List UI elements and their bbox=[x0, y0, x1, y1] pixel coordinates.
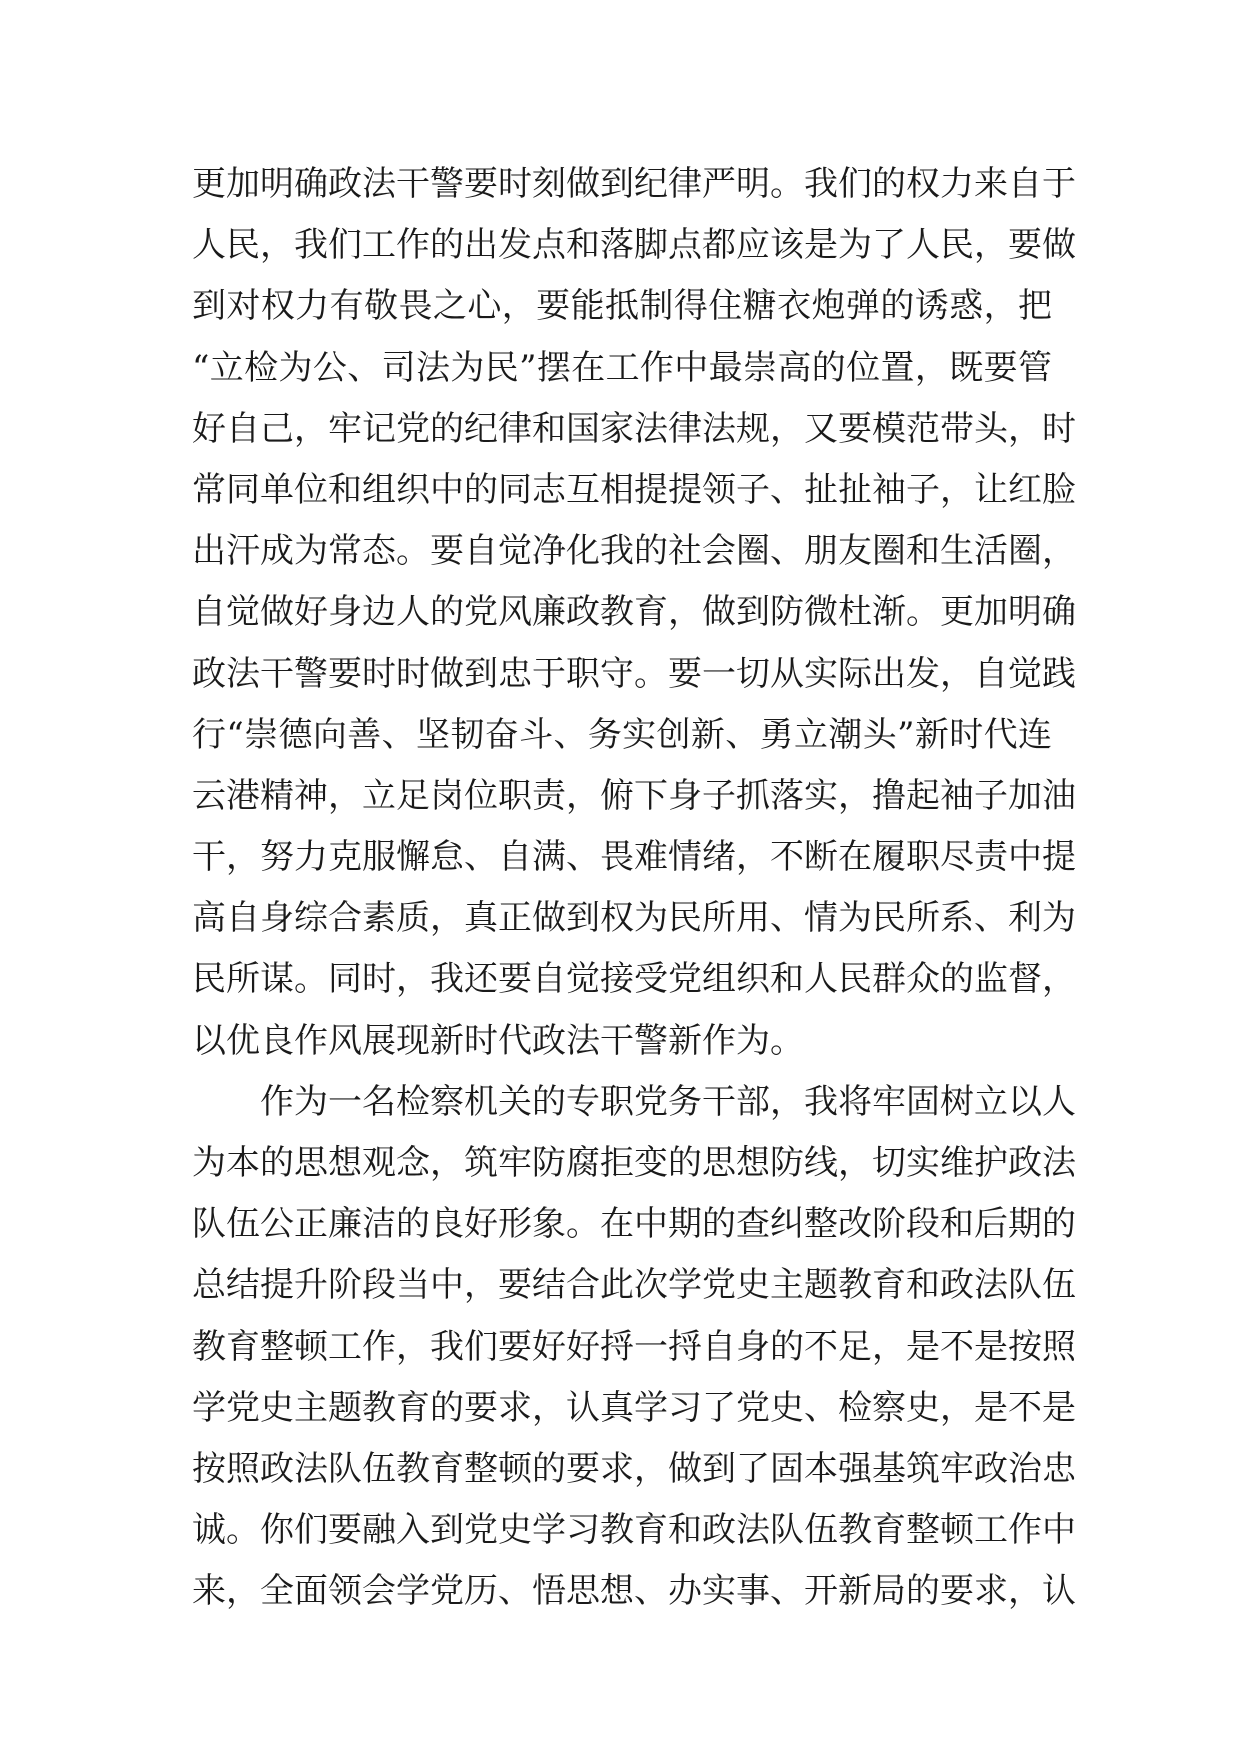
text-line: 云港精神，立足岗位职责，俯下身子抓落实，撸起袖子加油 bbox=[192, 775, 1076, 816]
body-text bbox=[192, 154, 1076, 1623]
text-line: 民所谋。同时，我还要自觉接受党组织和人民群众的监督， bbox=[192, 959, 1076, 1000]
text-line: 学党史主题教育的要求，认真学习了党史、检察史，是不是 bbox=[192, 1387, 1076, 1428]
text-line: 为本的思想观念，筑牢防腐拒变的思想防线，切实维护政法 bbox=[192, 1143, 1076, 1183]
text-line: 好自己，牢记党的纪律和国家法律法规，又要模范带头，时 bbox=[192, 408, 1076, 449]
text-line: 教育整顿工作，我们要好好捋一捋自身的不足，是不是按照 bbox=[192, 1326, 1076, 1367]
text-line: “立检为公、司法为民”摆在工作中最崇高的位置，既要管 bbox=[192, 347, 1052, 388]
text-line: 到对权力有敬畏之心，要能抵制得住糖衣炮弹的诱惑，把 bbox=[192, 286, 1052, 327]
text-line: 总结提升阶段当中，要结合此次学党史主题教育和政法队伍 bbox=[192, 1265, 1076, 1306]
text-line: 作为一名检察机关的专职党务干部，我将牢固树立以人 bbox=[192, 1081, 1076, 1122]
text-line: 按照政法队伍教育整顿的要求，做到了固本强基筑牢政治忠 bbox=[192, 1448, 1076, 1489]
text-line: 常同单位和组织中的同志互相提提领子、扯扯袖子，让红脸 bbox=[192, 469, 1076, 510]
text-line: 更加明确政法干警要时刻做到纪律严明。我们的权力来自于 bbox=[192, 164, 1076, 204]
text-line: 出汗成为常态。要自觉净化我的社会圈、朋友圈和生活圈， bbox=[192, 531, 1076, 572]
text-line: 行“崇德向善、坚韧奋斗、务实创新、勇立潮头”新时代连 bbox=[192, 714, 1052, 755]
text-line: 队伍公正廉洁的良好形象。在中期的查纠整改阶段和后期的 bbox=[192, 1204, 1076, 1245]
text-line: 干，努力克服懈怠、自满、畏难情绪，不断在履职尽责中提 bbox=[192, 837, 1076, 878]
text-line: 以优良作风展现新时代政法干警新作为。 bbox=[192, 1020, 804, 1061]
text-line: 高自身综合素质，真正做到权为民所用、情为民所系、利为 bbox=[192, 898, 1076, 939]
text-line: 来，全面领会学党历、悟思想、办实事、开新局的要求，认 bbox=[192, 1571, 1076, 1612]
text-line: 诚。你们要融入到党史学习教育和政法队伍教育整顿工作中 bbox=[192, 1510, 1076, 1551]
paragraph-2 bbox=[192, 1072, 1076, 1623]
paragraph-1 bbox=[192, 154, 1076, 1072]
text-line: 人民，我们工作的出发点和落脚点都应该是为了人民，要做 bbox=[192, 225, 1076, 266]
text-line: 政法干警要时时做到忠于职守。要一切从实际出发，自觉践 bbox=[192, 653, 1076, 694]
text-line: 自觉做好身边人的党风廉政教育，做到防微杜渐。更加明确 bbox=[192, 592, 1076, 633]
